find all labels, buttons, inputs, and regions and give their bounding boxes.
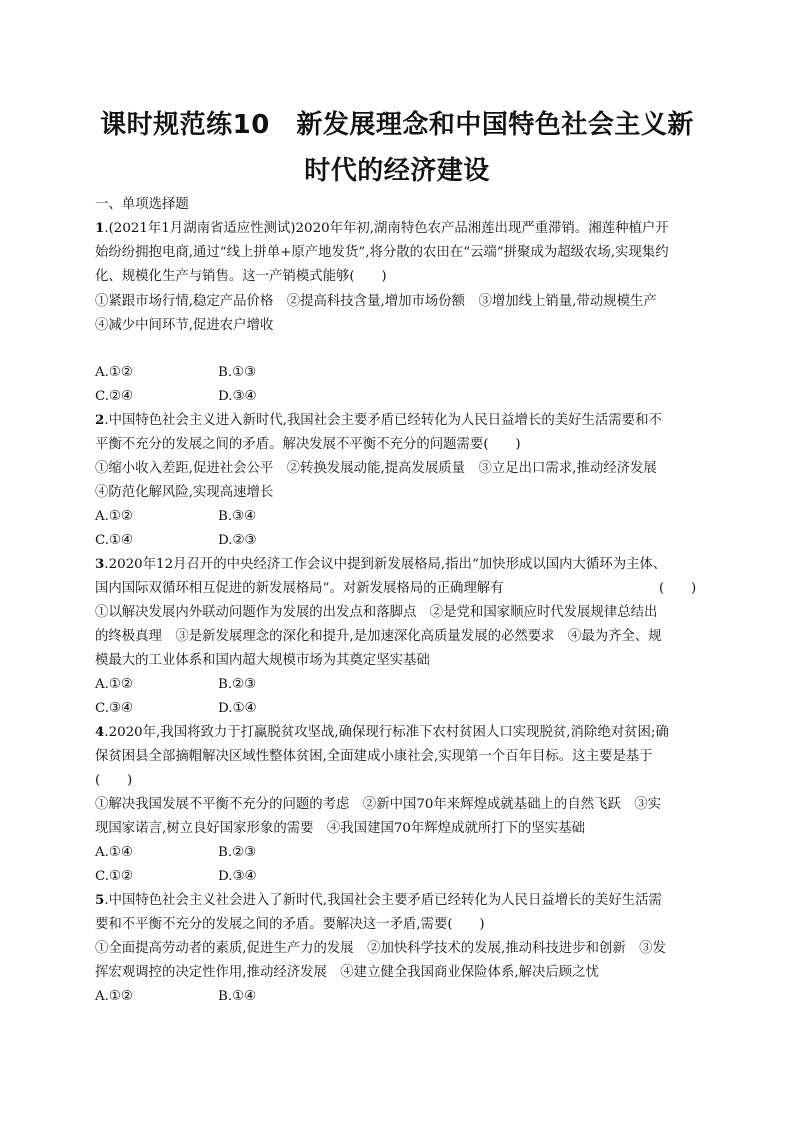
question-5-option-b[interactable]: B.①④	[218, 989, 257, 1004]
question-1-line-3: 化、规模化生产与销售。这一产销模式能够( )	[95, 269, 387, 284]
question-4-option-b[interactable]: B.②③	[218, 845, 257, 860]
question-text: .中国特色社会主义社会进入了新时代,我国社会主要矛盾已经转化为人民日益增长的美好生活需	[104, 893, 662, 908]
question-4-line-1	[95, 724, 669, 741]
question-2-line-1	[95, 412, 662, 429]
question-3-option-b[interactable]: B.②③	[218, 677, 257, 692]
question-number: 3	[95, 556, 105, 572]
question-4-option-c[interactable]: C.①②	[95, 869, 134, 884]
question-text: .2020年12月召开的中央经济工作会议中提到新发展格局,指出“加快形成以国内大循环为主体、	[104, 557, 667, 572]
answer-bracket: ( )	[659, 581, 697, 596]
question-5-line-2: 要和不平衡不充分的发展之间的矛盾。要解决这一矛盾,需要( )	[95, 917, 485, 932]
page-title-line-2: 时代的经济建设	[304, 156, 490, 186]
question-4-option-a[interactable]: A.①④	[95, 845, 133, 860]
question-3-line-2: 国内国际双循环相互促进的新发展格局”。对新发展格局的正确理解有	[95, 581, 504, 596]
question-3-line-1	[95, 556, 666, 573]
question-1-line-1	[95, 220, 669, 237]
question-5-option-a[interactable]: A.①②	[95, 989, 133, 1004]
question-3-statement-2: 的终极真理 ③是新发展理念的深化和提升,是加速深化高质量发展的必然要求 ④最为齐全、规	[95, 629, 662, 644]
question-2-line-2: 平衡不充分的发展之间的矛盾。解决发展不平衡不充分的问题需要( )	[95, 437, 521, 452]
question-1-statement-2: ④减少中间环节,促进农户增收	[95, 318, 274, 333]
question-2-option-a[interactable]: A.①②	[95, 509, 133, 524]
question-1-line-2: 始纷纷拥抱电商,通过“线上拼单+原产地发货”,将分散的农田在“云端”拼聚成为超级农场,实现集约	[95, 245, 669, 260]
question-5-line-1	[95, 892, 662, 909]
question-text: .(2021年1月湖南省适应性测试)2020年年初,湖南特色农产品湘莲出现严重滞销。湘莲种植户开	[104, 221, 669, 236]
question-number: 4	[95, 724, 105, 740]
question-2-option-c[interactable]: C.①④	[95, 533, 134, 548]
question-2-option-d[interactable]: D.②③	[218, 533, 257, 548]
question-number: 2	[95, 412, 105, 428]
question-1-option-c[interactable]: C.②④	[95, 389, 134, 404]
question-2-option-b[interactable]: B.③④	[218, 509, 257, 524]
question-3-option-c[interactable]: C.③④	[95, 701, 134, 716]
question-2-statement-2: ④防范化解风险,实现高速增长	[95, 485, 274, 500]
question-4-statement-2: 现国家诺言,树立良好国家形象的需要 ④我国建国70年辉煌成就所打下的坚实基础	[95, 821, 585, 836]
question-5-statement-2: 挥宏观调控的决定性作用,推动经济发展 ④建立健全我国商业保险体系,解决后顾之忧	[95, 965, 599, 980]
page-title-line-1: 课时规范练10 新发展理念和中国特色社会主义新	[100, 110, 694, 140]
question-3-option-d[interactable]: D.①④	[218, 701, 257, 716]
question-text: .2020年,我国将致力于打赢脱贫攻坚战,确保现行标准下农村贫困人口实现脱贫,消除绝对贫困;确	[104, 725, 669, 740]
question-number: 5	[95, 892, 105, 908]
question-4-statement-1: ①解决我国发展不平衡不充分的问题的考虑 ②新中国70年来辉煌成就基础上的自然飞跃 ③实	[95, 797, 662, 812]
question-number: 1	[95, 220, 105, 236]
question-4-line-3: ( )	[95, 773, 133, 788]
question-3-option-a[interactable]: A.①②	[95, 677, 133, 692]
question-5-statement-1: ①全面提高劳动者的素质,促进生产力的发展 ②加快科学技术的发展,推动科技进步和创新 ③发	[95, 941, 666, 956]
section-heading: 一、单项选择题	[95, 197, 189, 212]
question-1-statement-1: ①紧跟市场行情,稳定产品价格 ②提高科技含量,增加市场份额 ③增加线上销量,带动规模生产	[95, 294, 657, 309]
question-1-option-b[interactable]: B.①③	[218, 365, 257, 380]
question-3-statement-1: ①以解决发展内外联动问题作为发展的出发点和落脚点 ②是党和国家顺应时代发展规律总结出	[95, 605, 658, 620]
question-3-statement-3: 模最大的工业体系和国内超大规模市场为其奠定坚实基础	[95, 653, 430, 668]
question-text: .中国特色社会主义进入新时代,我国社会主要矛盾已经转化为人民日益增长的美好生活需要和不	[104, 413, 662, 428]
question-4-line-2: 保贫困县全部摘帽解决区域性整体贫困,全面建成小康社会,实现第一个百年目标。这主要是基于	[95, 749, 653, 764]
question-1-option-a[interactable]: A.①②	[95, 365, 133, 380]
question-2-statement-1: ①缩小收入差距,促进社会公平 ②转换发展动能,提高发展质量 ③立足出口需求,推动经济发展	[95, 461, 657, 476]
question-4-option-d[interactable]: D.③④	[218, 869, 257, 884]
question-1-option-d[interactable]: D.③④	[218, 389, 257, 404]
